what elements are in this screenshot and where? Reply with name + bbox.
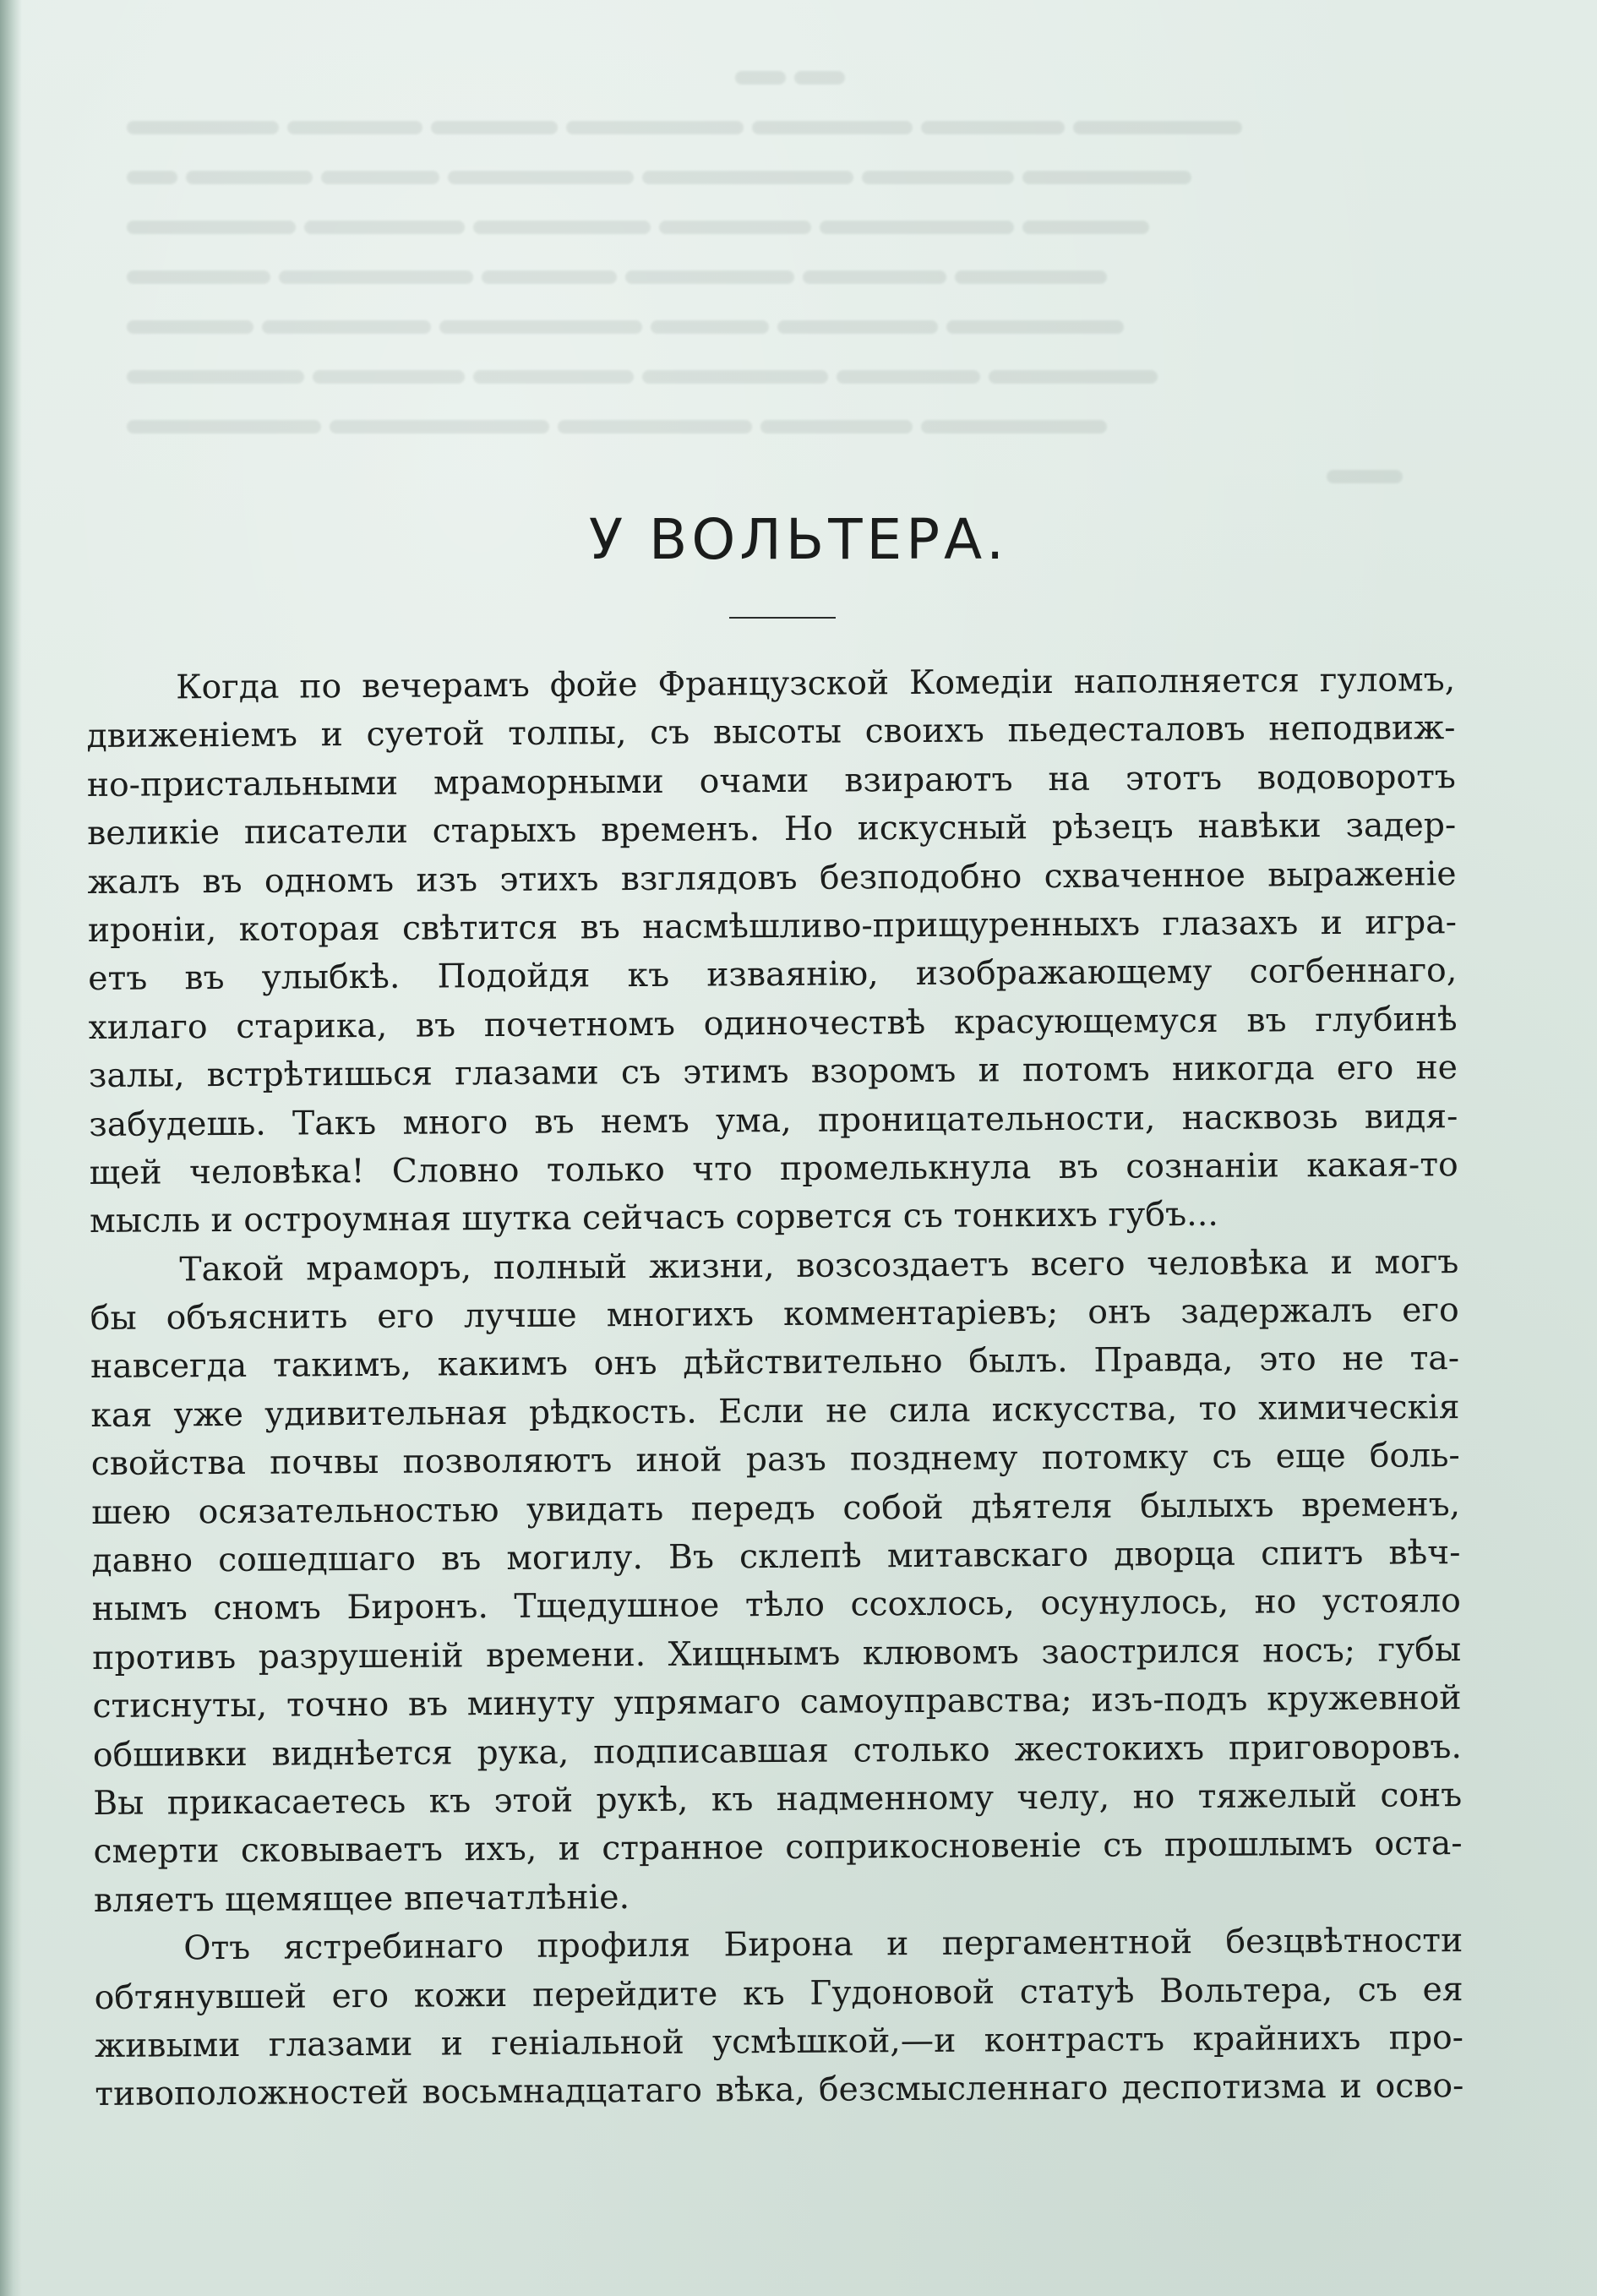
- text-line: бы объяснить его лучше многихъ комментаріевъ; онъ задержалъ его: [90, 1291, 1459, 1339]
- page-edge-shadow: [0, 0, 22, 2296]
- text-line: шею осязательностью увидать передъ собой дѣятеля былыхъ временъ,: [90, 1485, 1461, 1532]
- text-line: давно сошедшаго въ могилу. Въ склепѣ митавскаго дворца спитъ вѣч-: [91, 1534, 1461, 1581]
- text-line: тивоположностей восьмнадцатаго вѣка, безсмысленнаго деспотизма и осво-: [95, 2067, 1464, 2114]
- text-line: вляетъ щемящее впечатлѣніе.: [93, 1877, 630, 1920]
- bleed-through-text: [127, 51, 1445, 499]
- text-line: нымъ сномъ Биронъ. Тщедушное тѣло ссохлось, осунулось, но устояло: [91, 1582, 1461, 1629]
- text-line: обтянувшей его кожи перейдите къ Гудоновой статуѣ Вольтера, съ ея: [94, 1970, 1463, 2017]
- text-line: щей человѣка! Словно только что промелькнула въ сознаніи какая-то: [89, 1145, 1458, 1192]
- text-line: Вы прикасаетесь къ этой рукѣ, къ надменному челу, но тяжелый сонъ: [93, 1776, 1463, 1823]
- text-line: свойства почвы позволяютъ иной разъ позднему потомку съ еще боль-: [90, 1437, 1460, 1484]
- text-line: великіе писатели старыхъ временъ. Но искусный рѣзецъ навѣки задер-: [87, 806, 1457, 854]
- text-line: но-пристальными мраморными очами взираютъ на этотъ водоворотъ: [86, 757, 1456, 804]
- bleed-line: [127, 300, 1445, 350]
- text-line: Отъ ястребинаго профиля Бирона и пергаментной безцвѣтности: [183, 1922, 1463, 1968]
- text-line: стиснуты, точно въ минуту упрямаго самоуправства; изъ-подъ кружевной: [92, 1679, 1462, 1726]
- text-line: смерти сковываетъ ихъ, и странное соприкосновеніе съ прошлымъ оста-: [93, 1824, 1463, 1872]
- bleed-line: [127, 200, 1445, 250]
- paragraph-1: [86, 656, 1458, 1246]
- text-line: Когда по вечерамъ фойе Французской Комедіи наполняется гуломъ,: [176, 661, 1456, 707]
- text-line: ироніи, которая свѣтится въ насмѣшливо-прищуренныхъ глазахъ и игра-: [87, 903, 1458, 950]
- text-line: кая уже удивительная рѣдкость. Если не сила искусства, то химическія: [90, 1388, 1460, 1435]
- text-line: живыми глазами и геніальной усмѣшкой,—и контрастъ крайнихъ про-: [94, 2019, 1464, 2065]
- text-line: мысль и остроумная шутка сейчасъ сорвется съ тонкихъ губъ...: [89, 1195, 1219, 1241]
- bleed-line: [127, 150, 1445, 200]
- text-line: противъ разрушеній времени. Хищнымъ клювомъ заострился носъ; губы: [92, 1630, 1462, 1677]
- body-text: [86, 656, 1463, 2119]
- text-line: жалъ въ одномъ изъ этихъ взглядовъ безподобно схваченное выраженіе: [87, 854, 1457, 902]
- paragraph-2: [90, 1238, 1463, 1925]
- bleed-line: [127, 400, 1445, 450]
- text-line: навсегда такимъ, какимъ онъ дѣйствительно былъ. Правда, это не та-: [90, 1339, 1460, 1387]
- bleed-line: [127, 450, 1445, 499]
- text-line: движеніемъ и суетой толпы, съ высоты своихъ пьедесталовъ неподвиж-: [86, 709, 1456, 756]
- bleed-line: [127, 51, 1445, 101]
- text-line: етъ въ улыбкѣ. Подойдя къ изваянію, изображающему согбеннаго,: [88, 952, 1458, 999]
- text-line: Такой мраморъ, полный жизни, возсоздаетъ всего человѣка и могъ: [179, 1242, 1459, 1290]
- page-title: У ВОЛЬТЕРА.: [588, 507, 1009, 572]
- paragraph-3: [94, 1917, 1463, 2119]
- text-line: хилаго старика, въ почетномъ одиночествѣ красующемуся въ глубинѣ: [88, 1000, 1458, 1047]
- text-line: залы, встрѣтишься глазами съ этимъ взоромъ и потомъ никогда его не: [88, 1049, 1458, 1096]
- bleed-line: [127, 250, 1445, 300]
- text-line: забудешь. Такъ много въ немъ ума, проницательности, насквозь видя-: [89, 1097, 1458, 1144]
- bleed-line: [127, 101, 1445, 150]
- bleed-line: [127, 350, 1445, 400]
- title-rule: [729, 617, 836, 619]
- text-line: обшивки виднѣется рука, подписавшая столько жестокихъ приговоровъ.: [92, 1727, 1462, 1775]
